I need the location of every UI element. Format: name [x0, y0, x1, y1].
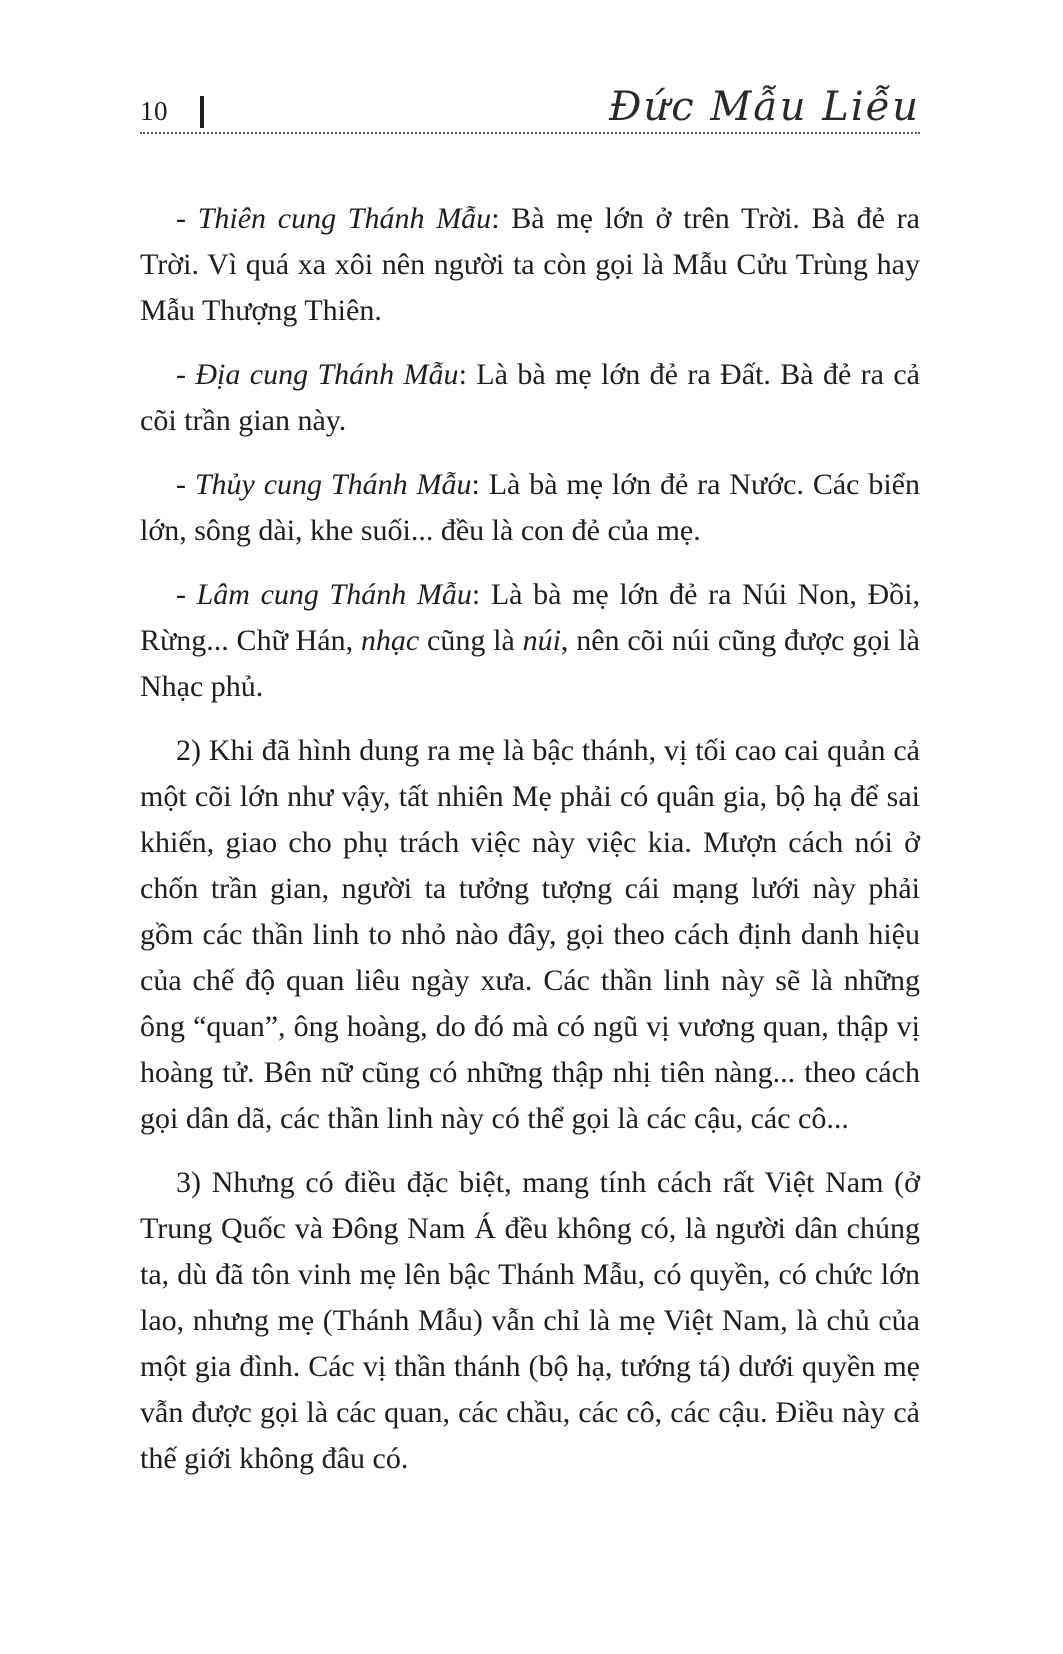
item-text: : Là bà mẹ lớn đẻ ra Núi Non, Đồi, Rừng... Chữ Hán, — [140, 578, 920, 657]
list-item-dia-cung — [140, 352, 920, 444]
list-item-thuy-cung — [140, 462, 920, 554]
item-dash: - — [176, 358, 196, 391]
list-item-lam-cung — [140, 572, 920, 710]
paragraph-3: 3) Nhưng có điều đặc biệt, mang tính cách rất Việt Nam (ở Trung Quốc và Đông Nam Á đều không có, là người dân chúng ta, dù đã tôn vinh mẹ lên bậc Thánh Mẫu, có quyền, có chức lớn lao, nhưng mẹ (Thánh Mẫu) vẫn chỉ là mẹ Việt Nam, là chủ của một gia đình. Các vị thần thánh (bộ hạ, tướng tá) dưới quyền mẹ vẫn được gọi là các quan, các chầu, các cô, các cậu. Điều này cả thế giới không đâu có. — [140, 1166, 920, 1475]
item-dash: - — [176, 202, 198, 235]
paragraph-2: 2) Khi đã hình dung ra mẹ là bậc thánh, vị tối cao cai quản cả một cõi lớn như vậy, tất nhiên Mẹ phải có quân gia, bộ hạ để sai khiến, giao cho phụ trách việc này việc kia. Mượn cách nói ở chốn trần gian, người ta tưởng tượng cái mạng lưới này phải gồm các thần linh to nhỏ nào đây, gọi theo cách định danh hiệu của chế độ quan liêu ngày xưa. Các thần linh này sẽ là những ông “quan”, ông hoàng, do đó mà có ngũ vị vương quan, thập vị hoàng tử. Bên nữ cũng có những thập nhị tiên nàng... theo cách gọi dân dã, các thần linh này có thể gọi là các cậu, các cô... — [140, 734, 920, 1135]
item-term: Thiên cung Thánh Mẫu — [197, 202, 492, 235]
list-item-thien-cung — [140, 196, 920, 334]
page-header — [140, 80, 920, 136]
item-term: Thủy cung Thánh Mẫu — [194, 468, 472, 501]
item-dash: - — [176, 578, 197, 611]
item-text-3: , nên cõi núi cũng được gọi là Nhạc phủ. — [140, 624, 920, 703]
item-term: Lâm cung Thánh Mẫu — [196, 578, 472, 611]
item-text: : Là bà mẹ lớn đẻ ra Đất. Bà đẻ ra cả cõi trần gian này. — [140, 358, 921, 437]
header-divider-bar — [200, 96, 204, 128]
header-dotted-rule — [140, 132, 920, 134]
running-title: Đức Mẫu Liễu — [609, 84, 920, 130]
item-text: : Bà mẹ lớn ở trên Trời. Bà đẻ ra Trời. Vì quá xa xôi nên người ta còn gọi là Mẫu Cửu Trùng hay Mẫu Thượng Thiên. — [140, 202, 920, 327]
item-text: : Là bà mẹ lớn đẻ ra Nước. Các biển lớn, sông dài, khe suối... đều là con đẻ của mẹ. — [140, 468, 920, 547]
page-number: 10 — [140, 96, 168, 126]
body-text — [140, 196, 920, 1500]
item-emphasis-nhac: nhạc — [360, 624, 420, 657]
item-term: Địa cung Thánh Mẫu — [195, 358, 459, 391]
item-dash: - — [176, 468, 195, 501]
item-emphasis-nui: núi — [522, 624, 561, 657]
item-text-2: cũng là — [419, 624, 523, 657]
